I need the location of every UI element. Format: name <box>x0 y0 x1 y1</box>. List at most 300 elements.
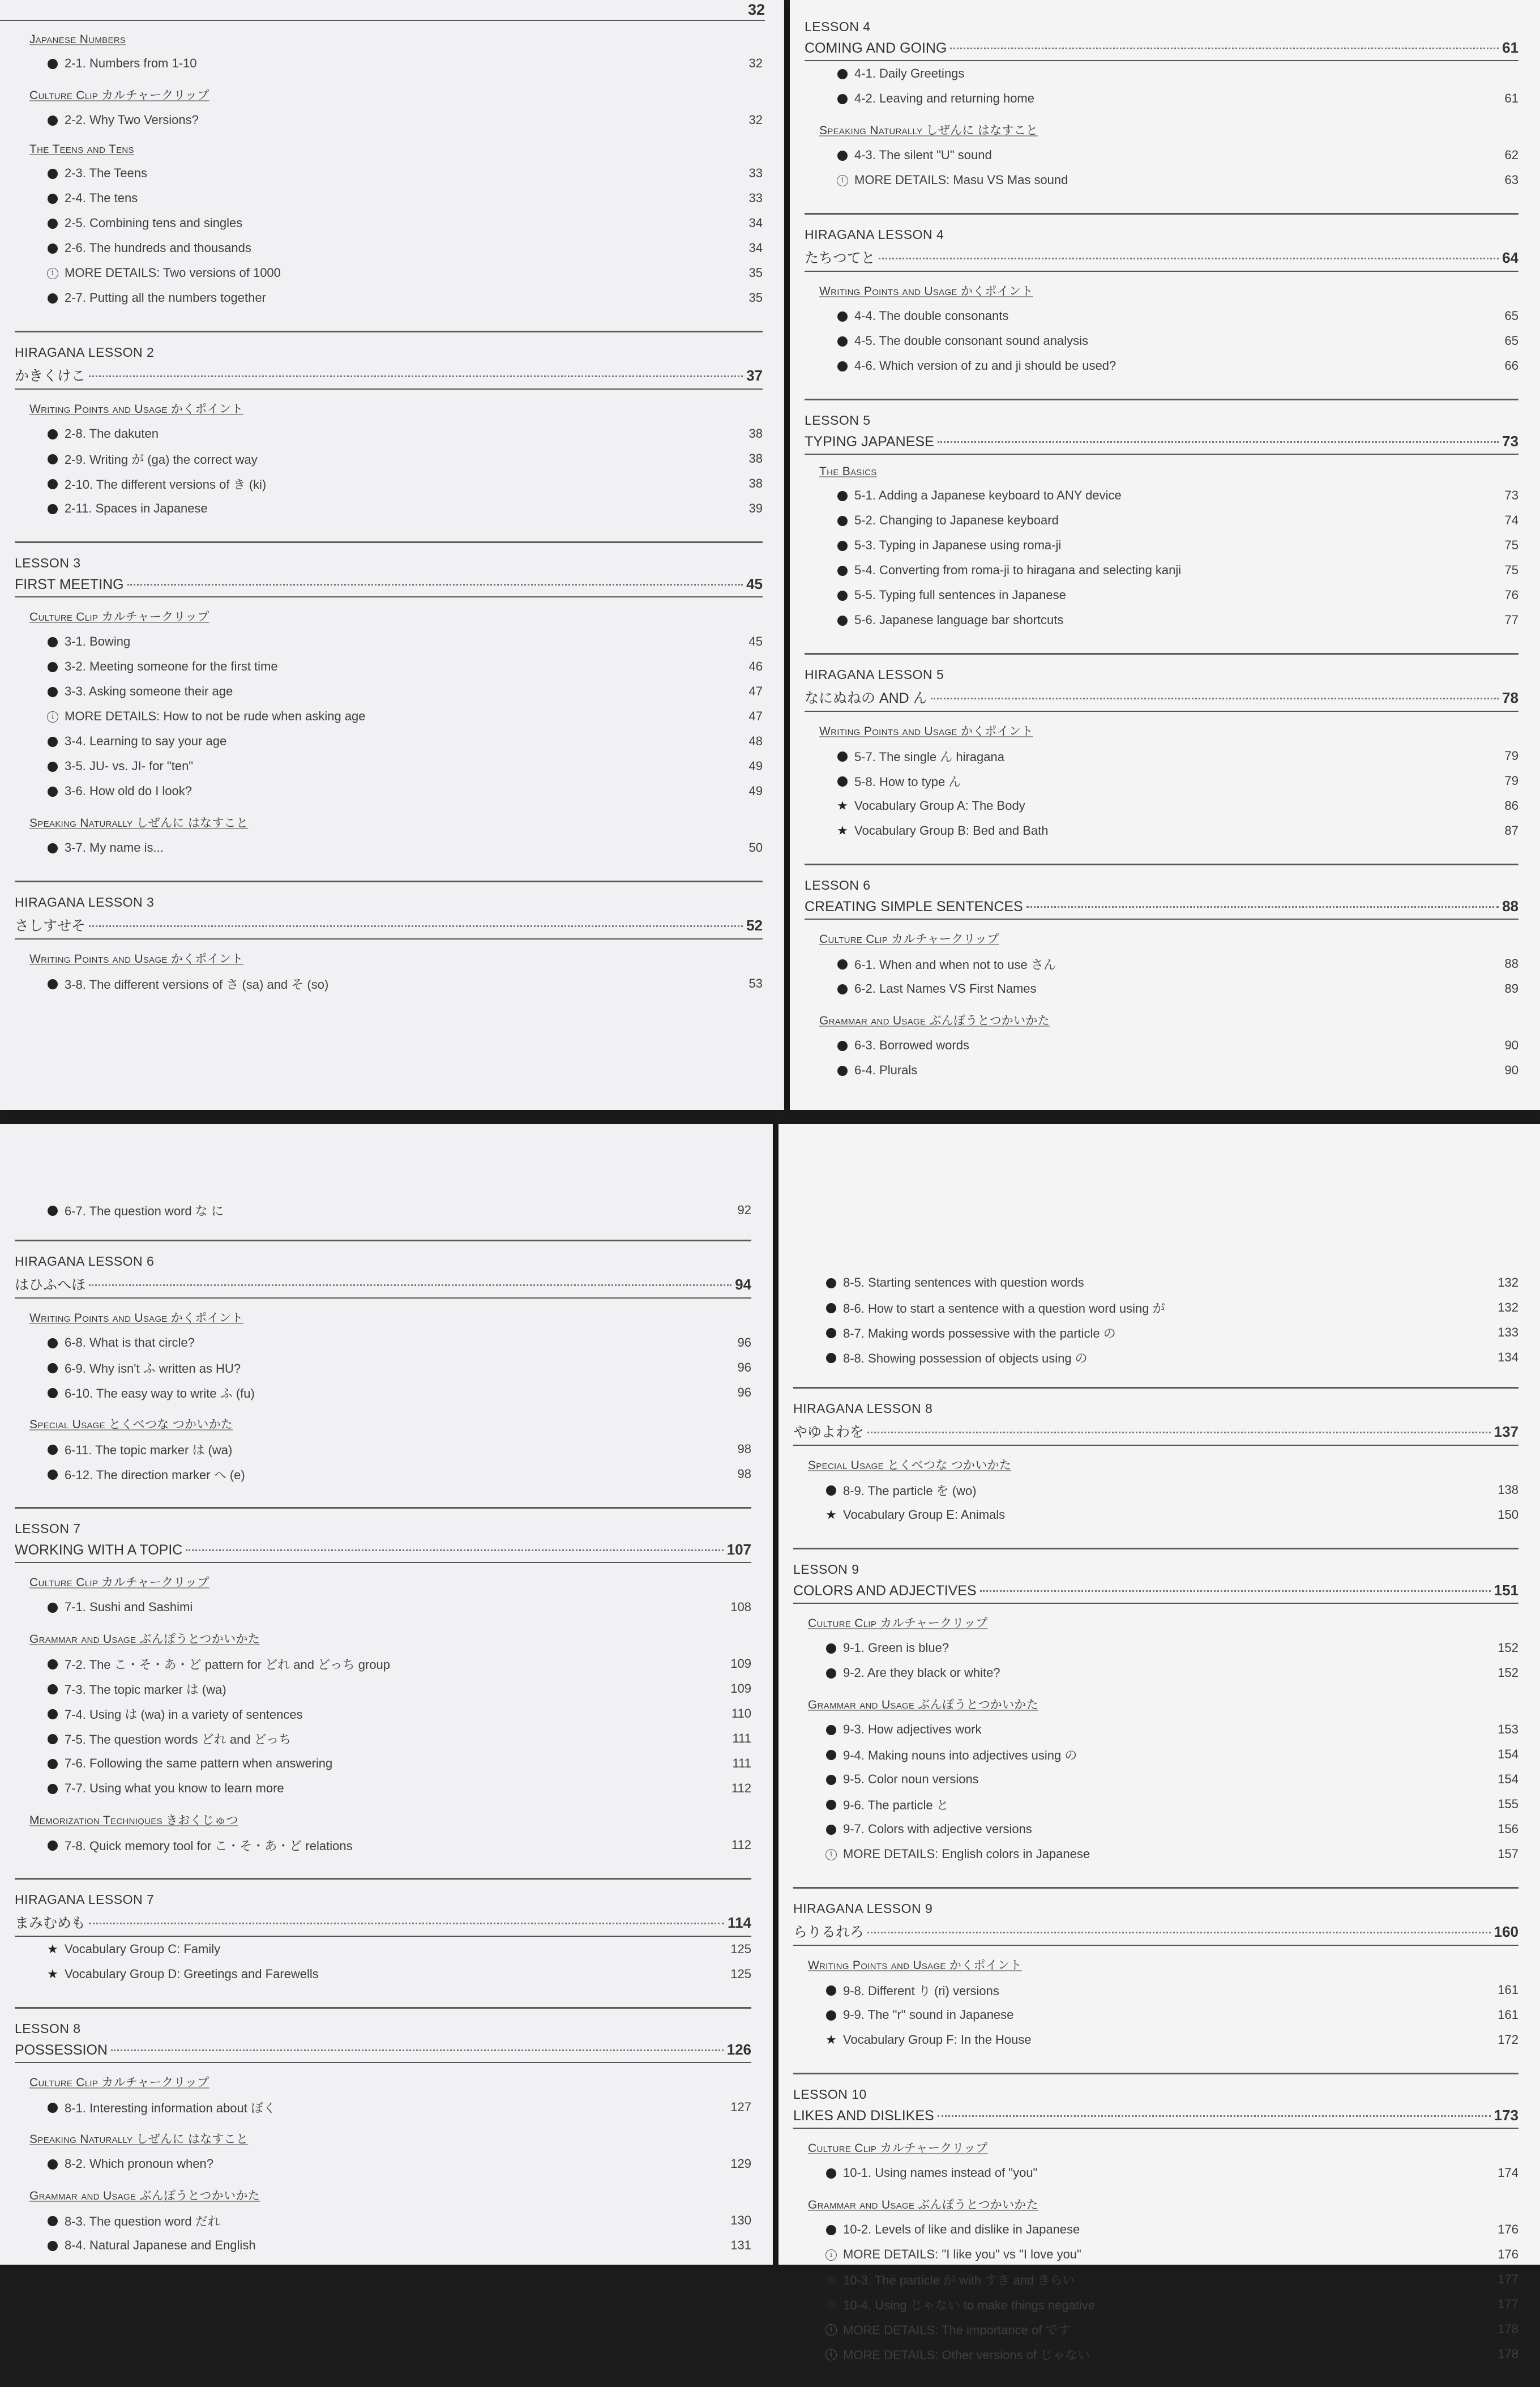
toc-entry[interactable] <box>15 1355 751 1380</box>
toc-entry[interactable] <box>793 2292 1518 2317</box>
lesson-title-row[interactable] <box>805 39 1518 61</box>
entry-label-group <box>46 634 130 649</box>
toc-entry[interactable] <box>793 2342 1518 2367</box>
toc-entry[interactable] <box>793 1792 1518 1817</box>
bullet-icon <box>46 1385 59 1400</box>
bullet-icon <box>46 2238 59 2253</box>
toc-entry[interactable] <box>15 1595 751 1620</box>
toc-entry[interactable] <box>805 86 1518 111</box>
entry-label-group <box>46 840 164 855</box>
entry-title: 4-6. Which version of zu and ji should be used? <box>854 358 1116 373</box>
toc-entry[interactable] <box>15 1726 751 1751</box>
toc-entry[interactable] <box>793 1295 1518 1320</box>
toc-entry[interactable] <box>793 1717 1518 1742</box>
lesson-title-row[interactable] <box>805 247 1518 272</box>
section-heading: Writing Points and Usage かくポイント <box>29 953 243 966</box>
toc-entry[interactable] <box>805 483 1518 508</box>
toc-entry[interactable] <box>15 1833 751 1857</box>
toc-entry[interactable] <box>793 1636 1518 1660</box>
entry-label-group <box>46 1600 192 1615</box>
lesson-label: LESSON 6 <box>805 864 1518 893</box>
lesson-page-number: 61 <box>1502 39 1518 56</box>
lesson-title-row[interactable] <box>15 575 763 597</box>
entry-title: Vocabulary Group B: Bed and Bath <box>854 823 1049 838</box>
lesson-block <box>15 1240 751 1487</box>
entry-label-group <box>46 1942 220 1957</box>
entry-label-group <box>825 1508 1005 1522</box>
entry-page-number: 48 <box>748 734 763 748</box>
entry-title: 8-5. Starting sentences with question words <box>843 1275 1084 1289</box>
toc-entry[interactable] <box>805 583 1518 608</box>
leader-dots <box>867 1432 1491 1433</box>
entry-label-group <box>836 91 1034 106</box>
toc-page-4 <box>778 1124 1540 2362</box>
toc-entry[interactable] <box>805 951 1518 976</box>
toc-entry[interactable] <box>15 211 763 236</box>
entry-page-number: 176 <box>1498 2247 1518 2261</box>
bullet-icon <box>825 2222 837 2237</box>
entry-page-number: 79 <box>1504 749 1518 763</box>
toc-entry[interactable] <box>793 1817 1518 1842</box>
entry-label-group <box>836 588 1066 603</box>
toc-entry[interactable] <box>805 508 1518 533</box>
toc-entry[interactable] <box>793 2217 1518 2242</box>
entry-page-number: 96 <box>737 1335 751 1350</box>
toc-entry[interactable] <box>805 793 1518 818</box>
lesson-page-number: 126 <box>726 2041 751 2058</box>
entry-page-number: 39 <box>748 501 763 515</box>
toc-entry[interactable] <box>805 744 1518 768</box>
entry-page-number: 33 <box>748 166 763 180</box>
lesson-label: HIRAGANA LESSON 3 <box>15 881 763 910</box>
bullet-icon <box>46 241 59 255</box>
entry-page-number: 87 <box>1504 823 1518 838</box>
lesson-block <box>805 864 1518 1083</box>
entry-title: 4-2. Leaving and returning home <box>854 91 1034 105</box>
toc-entry[interactable] <box>15 1437 751 1462</box>
toc-entry[interactable] <box>15 1937 751 1962</box>
lesson-title-row[interactable] <box>15 365 763 390</box>
star-icon <box>825 2032 837 2047</box>
entry-title: 6-11. The topic marker は (wa) <box>65 1442 233 1457</box>
leader-dots <box>89 1923 724 1924</box>
entry-title: MORE DETAILS: English colors in Japanese <box>843 1847 1090 1861</box>
toc-entry[interactable] <box>805 608 1518 633</box>
lesson-label: HIRAGANA LESSON 9 <box>793 1887 1518 1916</box>
toc-entry[interactable] <box>805 558 1518 583</box>
bullet-icon <box>46 166 59 181</box>
entry-page-number: 112 <box>731 1781 751 1795</box>
star-icon <box>825 1508 837 1522</box>
entry-title: MORE DETAILS: Masu VS Mas sound <box>854 173 1068 187</box>
entry-page-number: 134 <box>1498 1350 1518 1364</box>
entry-label-group <box>46 1466 245 1483</box>
toc-entry[interactable] <box>15 1380 751 1405</box>
entry-label-group <box>46 1967 319 1982</box>
leader-dots <box>89 925 743 927</box>
lesson-title-row[interactable] <box>793 1421 1518 1446</box>
entry-label-group <box>46 1202 224 1219</box>
lesson-title-row[interactable] <box>15 1274 751 1299</box>
bullet-icon <box>836 563 849 578</box>
star-icon <box>836 823 849 838</box>
bullet-icon <box>836 513 849 528</box>
toc-entry[interactable] <box>793 2027 1518 2052</box>
lesson-label: HIRAGANA LESSON 6 <box>15 1240 751 1269</box>
lesson-title-row[interactable] <box>805 687 1518 712</box>
lesson-page-number: 45 <box>746 575 763 592</box>
toc-entry[interactable] <box>805 1033 1518 1058</box>
entry-title: 2-7. Putting all the numbers together <box>65 291 266 305</box>
entry-title: 3-4. Learning to say your age <box>65 734 227 748</box>
bullet-icon <box>836 749 849 763</box>
toc-entry[interactable] <box>793 2242 1518 2267</box>
toc-content <box>805 19 1518 1103</box>
lesson-title: COLORS AND ADJECTIVES <box>793 1583 977 1599</box>
bullet-icon <box>825 1300 837 1315</box>
section-heading: The Teens and Tens <box>29 143 134 156</box>
bullet-icon <box>46 1838 59 1852</box>
toc-entry[interactable] <box>793 1842 1518 1867</box>
star-icon <box>836 798 849 813</box>
toc-entry[interactable] <box>15 971 763 996</box>
entry-title: 8-8. Showing possession of objects using の <box>843 1351 1088 1365</box>
entry-page-number: 35 <box>748 291 763 305</box>
entry-label-group <box>46 291 266 305</box>
bullet-icon <box>825 1822 837 1837</box>
lesson-page-number: 114 <box>728 1914 751 1931</box>
bullet-icon <box>825 1722 837 1737</box>
leader-dots <box>89 375 743 377</box>
entry-title: 2-8. The dakuten <box>65 426 159 441</box>
toc-entry[interactable] <box>793 1320 1518 1345</box>
lesson-title-row[interactable] <box>15 2041 751 2063</box>
toc-entry[interactable] <box>15 679 763 704</box>
toc-entry[interactable] <box>15 1330 751 1355</box>
lesson-title-row[interactable] <box>15 1541 751 1563</box>
entry-label-group <box>825 1299 1165 1317</box>
lesson-page-number: 107 <box>726 1541 751 1558</box>
toc-entry[interactable] <box>15 2208 751 2233</box>
entry-title: 8-7. Making words possessive with the particle の <box>843 1326 1116 1340</box>
toc-entry[interactable] <box>805 1058 1518 1083</box>
lesson-title: WORKING WITH A TOPIC <box>15 1542 183 1558</box>
entry-label-group <box>825 1666 1000 1680</box>
section-heading: Grammar and Usage ぶんぽうとつかいかた <box>808 2198 1038 2211</box>
entry-title: 4-1. Daily Greetings <box>854 66 965 80</box>
toc-entry[interactable] <box>15 236 763 261</box>
bullet-icon <box>46 426 59 441</box>
entry-title: 6-1. When and when not to use さん <box>854 957 1056 972</box>
toc-entry[interactable] <box>793 1660 1518 1685</box>
toc-entry[interactable] <box>805 533 1518 558</box>
entry-title: 9-5. Color noun versions <box>843 1772 979 1786</box>
entry-label-group <box>825 1847 1090 1861</box>
toc-entry[interactable] <box>805 353 1518 378</box>
section-heading: Memorization Techniques きおくじゅつ <box>29 1814 238 1827</box>
entry-label-group <box>825 1796 949 1813</box>
toc-entry[interactable] <box>15 2233 751 2258</box>
toc-entry[interactable] <box>805 768 1518 793</box>
bullet-icon <box>825 2297 837 2312</box>
entry-page-number: 133 <box>1498 1325 1518 1339</box>
entry-title: 7-8. Quick memory tool for こ・そ・あ・ど relations <box>65 1838 353 1853</box>
entry-page-number: 65 <box>1504 334 1518 348</box>
bullet-icon <box>825 1747 837 1762</box>
info-icon <box>46 266 59 280</box>
entry-label-group <box>836 66 964 81</box>
leader-dots <box>938 2115 1491 2117</box>
toc-entry[interactable] <box>15 835 763 860</box>
section-heading: Culture Clip カルチャークリップ <box>29 89 209 102</box>
section-heading: Culture Clip カルチャークリップ <box>808 1617 988 1630</box>
bullet-icon <box>46 1781 59 1796</box>
lesson-label: HIRAGANA LESSON 7 <box>15 1878 751 1907</box>
toc-content <box>793 1259 1518 2387</box>
toc-entry[interactable] <box>793 2160 1518 2185</box>
lesson-title: COMING AND GOING <box>805 40 947 56</box>
lesson-block <box>15 881 763 996</box>
section-heading: Grammar and Usage ぶんぽうとつかいかた <box>29 2189 260 2202</box>
entry-page-number: 46 <box>748 659 763 673</box>
entry-label-group <box>825 2166 1037 2180</box>
toc-entry[interactable] <box>15 1776 751 1801</box>
entry-page-number: 49 <box>748 759 763 773</box>
entry-title: 10-1. Using names instead of "you" <box>843 2166 1038 2180</box>
entry-title: MORE DETAILS: "I like you" vs "I love you" <box>843 2247 1081 2261</box>
bullet-icon <box>836 148 849 163</box>
entry-title: 3-3. Asking someone their age <box>65 684 233 698</box>
toc-entry[interactable] <box>793 1978 1518 2002</box>
toc-entry[interactable] <box>15 51 763 76</box>
toc-entry[interactable] <box>15 779 763 804</box>
bullet-icon <box>836 66 849 81</box>
lesson-title-row[interactable] <box>793 2107 1518 2129</box>
entry-title: 5-6. Japanese language bar shortcuts <box>854 613 1064 627</box>
entry-page-number: 152 <box>1498 1666 1518 1680</box>
toc-entry[interactable] <box>15 704 763 729</box>
entry-label-group <box>836 1038 969 1053</box>
entry-title: 7-7. Using what you know to learn more <box>65 1781 284 1795</box>
entry-title: 5-4. Converting from roma-ji to hiragana and selecting kanji <box>854 563 1182 577</box>
section-heading: Writing Points and Usage かくポイント <box>29 1312 243 1325</box>
bullet-icon <box>836 309 849 323</box>
entry-label-group <box>46 56 197 71</box>
toc-entry[interactable] <box>805 143 1518 168</box>
entry-label-group <box>836 981 1037 996</box>
toc-entry[interactable] <box>793 2002 1518 2027</box>
entry-label-group <box>825 1349 1088 1367</box>
toc-entry[interactable] <box>805 304 1518 328</box>
toc-entry[interactable] <box>15 1962 751 1987</box>
lesson-block <box>805 653 1518 843</box>
entry-title: 10-4. Using じゃない to make things negative <box>843 2298 1096 2312</box>
bullet-icon <box>836 956 849 971</box>
toc-entry[interactable] <box>793 1502 1518 1527</box>
entry-label-group <box>825 1275 1084 1290</box>
entry-page-number: 53 <box>748 976 763 990</box>
lesson-title: らりるれろ <box>793 1924 865 1940</box>
entry-label-group <box>825 1982 999 1999</box>
toc-entry[interactable] <box>793 1270 1518 1295</box>
entry-page-number: 109 <box>730 1681 751 1696</box>
entry-title: 9-7. Colors with adjective versions <box>843 1822 1032 1836</box>
entry-title: 8-3. The question word だれ <box>65 2214 220 2228</box>
toc-entry[interactable] <box>15 1676 751 1701</box>
toc-entry[interactable] <box>15 629 763 654</box>
toc-entry[interactable] <box>15 2095 751 2120</box>
toc-entry[interactable] <box>805 328 1518 353</box>
toc-entry[interactable] <box>15 1751 751 1776</box>
toc-entry[interactable] <box>15 754 763 779</box>
toc-entry[interactable] <box>15 729 763 754</box>
toc-entry[interactable] <box>793 1478 1518 1502</box>
entry-title: Vocabulary Group F: In the House <box>843 2032 1032 2047</box>
toc-entry[interactable] <box>15 654 763 679</box>
lesson-block <box>793 2073 1518 2367</box>
toc-entry[interactable] <box>15 161 763 186</box>
entry-label-group <box>46 1335 195 1350</box>
entry-page-number: 50 <box>748 840 763 855</box>
leader-dots <box>931 698 1499 699</box>
section-heading: Culture Clip カルチャークリップ <box>29 1576 209 1589</box>
bullet-icon <box>836 981 849 996</box>
bullet-icon <box>825 2272 837 2287</box>
entry-page-number: 62 <box>1504 148 1518 162</box>
entry-label-group <box>46 166 147 181</box>
lesson-label: LESSON 8 <box>15 2007 751 2036</box>
lesson-title-row[interactable] <box>15 915 763 940</box>
toc-entry[interactable] <box>15 1701 751 1726</box>
bullet-icon <box>836 1038 849 1053</box>
lesson-title-row[interactable] <box>793 1921 1518 1946</box>
entry-label-group <box>46 2238 256 2253</box>
entry-title: 7-4. Using は (wa) in a variety of sentences <box>65 1707 303 1722</box>
toc-entry[interactable] <box>15 1462 751 1487</box>
entry-title: MORE DETAILS: Other versions of じゃない <box>843 2347 1090 2362</box>
toc-entry[interactable] <box>793 1345 1518 1370</box>
bullet-icon <box>825 1325 837 1340</box>
lesson-page-number: 160 <box>1494 1923 1518 1940</box>
entry-page-number: 45 <box>748 634 763 648</box>
entry-title: 4-4. The double consonants <box>854 309 1009 323</box>
entry-label-group <box>46 1705 303 1723</box>
lesson-title-row[interactable] <box>805 433 1518 455</box>
lesson-label: HIRAGANA LESSON 8 <box>793 1387 1518 1416</box>
entry-title: 3-7. My name is... <box>65 840 164 855</box>
entry-label-group <box>836 1063 917 1078</box>
toc-entry[interactable] <box>805 818 1518 843</box>
bullet-icon <box>46 291 59 305</box>
entry-label-group <box>836 334 1088 348</box>
toc-entry[interactable] <box>15 1651 751 1676</box>
toc-entry[interactable] <box>15 2151 751 2176</box>
toc-entry[interactable] <box>793 2267 1518 2292</box>
bullet-icon <box>46 1467 59 1481</box>
toc-entry[interactable] <box>805 976 1518 1001</box>
entry-page-number: 38 <box>748 426 763 441</box>
lesson-label: LESSON 3 <box>15 541 763 571</box>
entry-page-number: 130 <box>730 2213 751 2227</box>
entry-title: MORE DETAILS: How to not be rude when asking age <box>65 709 366 723</box>
bullet-icon <box>46 1203 59 1218</box>
entry-label-group <box>836 955 1056 973</box>
bullet-icon <box>46 1756 59 1771</box>
entry-label-group <box>46 475 266 493</box>
entry-title: 4-3. The silent "U" sound <box>854 148 992 162</box>
toc-entry[interactable] <box>15 471 763 496</box>
entry-label-group <box>46 241 251 255</box>
toc-content <box>15 1193 751 2278</box>
entry-label-group <box>46 1756 332 1771</box>
entry-title: 6-8. What is that circle? <box>65 1335 195 1350</box>
lesson-title: CREATING SIMPLE SENTENCES <box>805 899 1023 915</box>
entry-page-number: 132 <box>1498 1275 1518 1289</box>
section-heading: The Basics <box>819 465 877 478</box>
lesson-title-row[interactable] <box>15 1912 751 1937</box>
toc-entry[interactable] <box>15 446 763 471</box>
entry-title: 5-3. Typing in Japanese using roma-ji <box>854 538 1062 552</box>
lesson-page-number: 37 <box>746 367 763 384</box>
toc-entry[interactable] <box>15 261 763 285</box>
entry-page-number: 77 <box>1504 613 1518 627</box>
entry-page-number: 90 <box>1504 1063 1518 1077</box>
toc-entry[interactable] <box>793 1742 1518 1767</box>
entry-page-number: 66 <box>1504 358 1518 373</box>
entry-title: Vocabulary Group A: The Body <box>854 798 1025 813</box>
entry-page-number: 176 <box>1498 2222 1518 2236</box>
leader-dots <box>867 1932 1491 1933</box>
entry-page-number: 34 <box>748 241 763 255</box>
entry-title: 5-2. Changing to Japanese keyboard <box>854 513 1059 527</box>
toc-entry[interactable] <box>15 108 763 133</box>
entry-page-number: 157 <box>1498 1847 1518 1861</box>
entry-label-group <box>46 1359 241 1377</box>
toc-entry[interactable] <box>793 1767 1518 1792</box>
entry-page-number: 153 <box>1498 1722 1518 1736</box>
lesson-title-row[interactable] <box>793 1582 1518 1604</box>
entry-label-group <box>836 563 1181 578</box>
lesson-block <box>15 331 763 521</box>
entry-label-group <box>46 1680 226 1698</box>
toc-entry[interactable] <box>15 186 763 211</box>
entry-page-number: 177 <box>1498 2297 1518 2311</box>
toc-entry[interactable] <box>15 285 763 310</box>
lesson-title-row[interactable] <box>805 898 1518 920</box>
lesson-label: LESSON 9 <box>793 1548 1518 1577</box>
toc-entry[interactable] <box>15 496 763 521</box>
toc-entry[interactable] <box>805 168 1518 193</box>
entry-title: 2-3. The Teens <box>65 166 147 180</box>
bullet-icon <box>825 1350 837 1365</box>
toc-page-2 <box>790 0 1540 1110</box>
section-heading: Grammar and Usage ぶんぽうとつかいかた <box>819 1014 1050 1027</box>
lesson-block <box>805 399 1518 633</box>
bullet-icon <box>46 191 59 206</box>
entry-label-group <box>46 113 199 127</box>
toc-entry[interactable] <box>805 61 1518 86</box>
toc-entry[interactable] <box>793 2317 1518 2342</box>
toc-entry[interactable] <box>15 421 763 446</box>
bullet-icon <box>46 1360 59 1375</box>
entry-page-number: 35 <box>748 266 763 280</box>
toc-entry[interactable] <box>15 1198 751 1223</box>
bullet-icon <box>825 1983 837 1997</box>
entry-title: 5-1. Adding a Japanese keyboard to ANY device <box>854 488 1122 502</box>
lesson-title: POSSESSION <box>15 2042 108 2058</box>
entry-label-group <box>836 358 1116 373</box>
entry-title: 3-5. JU- vs. JI- for "ten" <box>65 759 194 773</box>
